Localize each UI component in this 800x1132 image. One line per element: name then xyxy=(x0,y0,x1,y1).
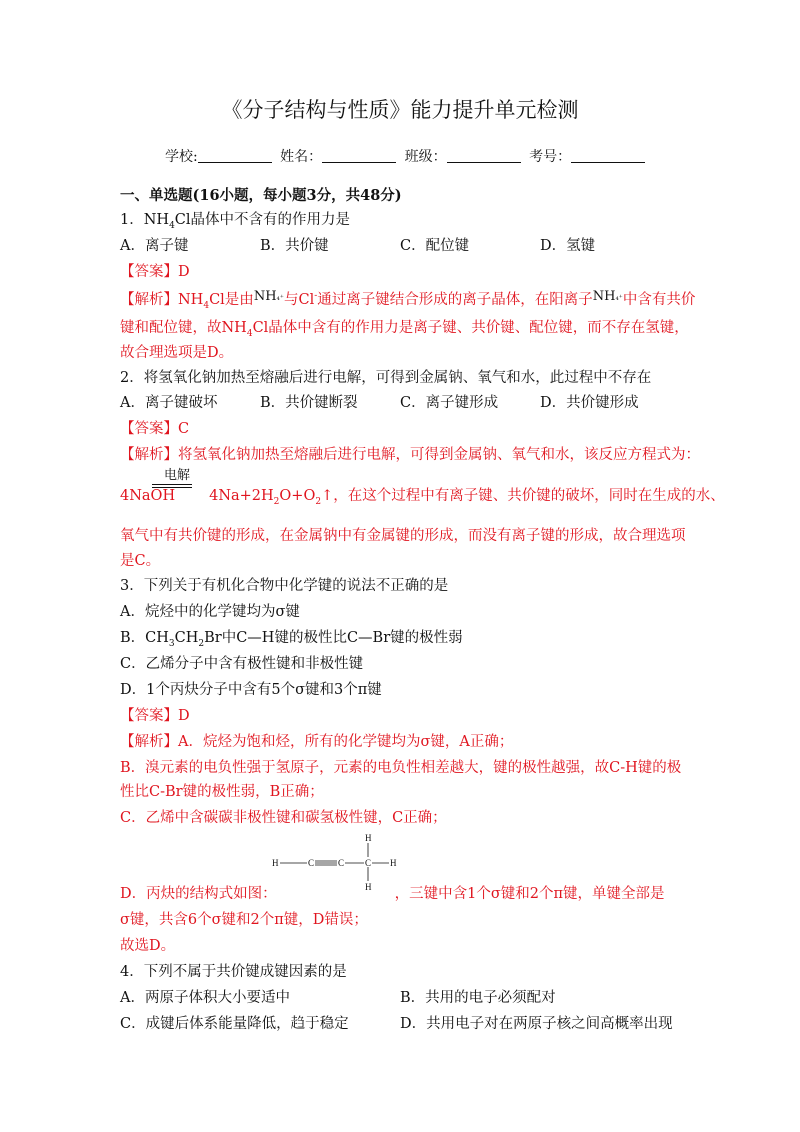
q4-option-c: C．成键后体系能量降低，趋于稳定 xyxy=(120,1016,349,1032)
struct-atom-h3: H xyxy=(365,833,372,843)
section-heading: 一、单选题(16小题，每小题3分，共48分) xyxy=(120,187,402,204)
struct-atom-c3: C xyxy=(365,858,372,868)
q3-analysis-line3: 性比C-Br键的极性弱，B正确； xyxy=(120,784,324,800)
q1-analysis-1c: 与Cl xyxy=(283,292,315,308)
struct-atom-c1: C xyxy=(308,858,315,868)
struct-atom-h4: H xyxy=(365,882,372,892)
class-blank[interactable] xyxy=(447,148,521,163)
q3-b-b: CH xyxy=(174,630,199,646)
q3-stem: 3．下列关于有机化合物中化学键的说法不正确的是 xyxy=(120,578,449,594)
q3-b-a: B．CH xyxy=(120,630,169,646)
q1-option-c: C．配位键 xyxy=(400,238,470,254)
q4-option-a: A．两原子体积大小要适中 xyxy=(120,990,290,1006)
q3-analysis-line4: C．乙烯中含碳碳非极性键和碳氢极性键，C正确； xyxy=(120,810,447,826)
q1-analysis-line3: 故合理选项是D。 xyxy=(120,345,234,361)
eq-left: 4NaOH xyxy=(120,488,176,504)
q2-analysis-line4: 是C。 xyxy=(120,553,161,569)
q3-option-c: C．乙烯分子中含有极性键和非极性键 xyxy=(120,656,364,672)
q1-option-d: D．氢键 xyxy=(540,238,596,254)
name-blank[interactable] xyxy=(322,148,396,163)
q4-stem: 4．下列不属于共价键成键因素的是 xyxy=(120,964,347,980)
struct-atom-c2: C xyxy=(338,858,345,868)
q1-analysis-line1: 【解析】$NH_4Cl$是由NH₄⁺与Cl-通过离子键结合形成的离子晶体，在阳离子NH₄⁺中含有共价 xyxy=(120,289,696,311)
q1-analysis-line2: 键和配位键，故$NH_4Cl$晶体中含有的作用力是离子键、共价键、配位键，而不存在氢键， xyxy=(120,320,689,339)
q1-stem xyxy=(120,208,350,231)
q1-stem-a: 1．NH xyxy=(120,212,170,228)
q2-option-b: B．共价键断裂 xyxy=(260,395,358,411)
q3-option-a: A．烷烃中的化学键均为σ键 xyxy=(120,604,300,620)
nh4-ion-2: NH₄⁺ xyxy=(592,289,623,304)
q3-analysis-line5 xyxy=(120,882,665,903)
exam-no-label: 考号： xyxy=(529,149,572,165)
q1-analysis-2b: Cl晶体中含有的作用力是离子键、共价键、配位键，而不存在氢键， xyxy=(252,320,689,336)
q1-option-a: A．离子键 xyxy=(120,238,189,254)
q3-analysis-line7: 故选D。 xyxy=(120,938,176,954)
q1-analysis-1d: 通过离子键结合形成的离子晶体，在阳离子 xyxy=(317,292,593,308)
q2-option-d: D．共价键形成 xyxy=(540,395,639,411)
student-info-line xyxy=(165,146,649,166)
q1-analysis-1e: 中含有共价 xyxy=(622,292,696,308)
q1-option-b: B．共价键 xyxy=(260,238,329,254)
q3-option-d: D．1个丙炔分子中含有5个σ键和3个π键 xyxy=(120,682,382,698)
q2-option-a: A．离子键破坏 xyxy=(120,395,218,411)
q3-analysis-line2: B．溴元素的电负性强于氢原子，元素的电负性相差越大，键的极性越强，故C-H键的极 xyxy=(120,760,682,776)
q1-answer: 【答案】D xyxy=(120,264,190,280)
q3-analysis-line1: 【解析】A．烷烃为饱和烃，所有的化学键均为σ键，A正确； xyxy=(120,734,514,750)
eq-right-a: 4Na+2H xyxy=(209,488,274,504)
nh4-text: NH xyxy=(253,289,277,304)
q1-stem-b: Cl晶体中不含有的作用力是 xyxy=(174,212,351,228)
struct-atom-h1: H xyxy=(272,858,279,868)
q1-analysis-1a: 【解析】NH xyxy=(120,292,204,308)
q1-stem-sub: 4 xyxy=(169,220,175,231)
q2-option-c: C．离子键形成 xyxy=(400,395,499,411)
page-title: 《分子结构与性质》能力提升单元检测 xyxy=(221,98,579,122)
q1-analysis-2a: 键和配位键，故NH xyxy=(120,320,247,336)
q2-answer: 【答案】C xyxy=(120,421,190,437)
q3-analysis-5a: D．丙炔的结构式如图： xyxy=(120,886,277,902)
nh4-ion: NH₄⁺ xyxy=(253,289,284,304)
nh4-text-2: NH xyxy=(592,289,616,304)
q1-analysis-1b: Cl是由 xyxy=(209,292,254,308)
struct-atom-h2: H xyxy=(390,858,397,868)
q4-option-d: D．共用电子对在两原子核之间高概率出现 xyxy=(400,1016,673,1032)
q2-equation-line: 4NaOH $4Na+2H_2O+O_2↑$，在这个过程中有离子键、共价键的破坏，同时在生成的水、 xyxy=(120,488,725,507)
q3-b-c: Br中C—H键的极性比C—Br键的极性弱 xyxy=(204,630,463,646)
eq-right-b: O+O xyxy=(279,488,316,504)
electrolysis-condition: 电解 xyxy=(164,468,191,483)
q4-option-b: B．共用的电子必须配对 xyxy=(400,990,556,1006)
school-blank[interactable] xyxy=(198,148,272,163)
q2-analysis-line1: 【解析】将氢氧化钠加热至熔融后进行电解，可得到金属钠、氧气和水，该反应方程式为： xyxy=(120,447,700,463)
q3-option-b: B．$CH_3CH_2Br$中C—H键的极性比C—Br键的极性弱 xyxy=(120,630,463,649)
name-label: 姓名： xyxy=(280,149,323,165)
q2-stem: 2．将氢氧化钠加热至熔融后进行电解，可得到金属钠、氧气和水，此过程中不存在 xyxy=(120,370,652,386)
q3-answer: 【答案】D xyxy=(120,708,190,724)
class-label: 班级： xyxy=(404,149,447,165)
q3-analysis-line6: σ键，共含6个σ键和2个π键，D错误； xyxy=(120,912,368,928)
eq-right-c: ↑，在这个过程中有离子键、共价键的破坏，同时在生成的水、 xyxy=(321,488,725,504)
school-label: 学校: xyxy=(165,149,198,165)
q2-analysis-line3: 氧气中有共价键的形成，在金属钠中有金属键的形成，而没有离子键的形成，故合理选项 xyxy=(120,528,686,544)
q3-analysis-5b: ，三键中含1个σ键和2个π键，单键全部是 xyxy=(394,886,665,902)
exam-no-blank[interactable] xyxy=(571,148,645,163)
